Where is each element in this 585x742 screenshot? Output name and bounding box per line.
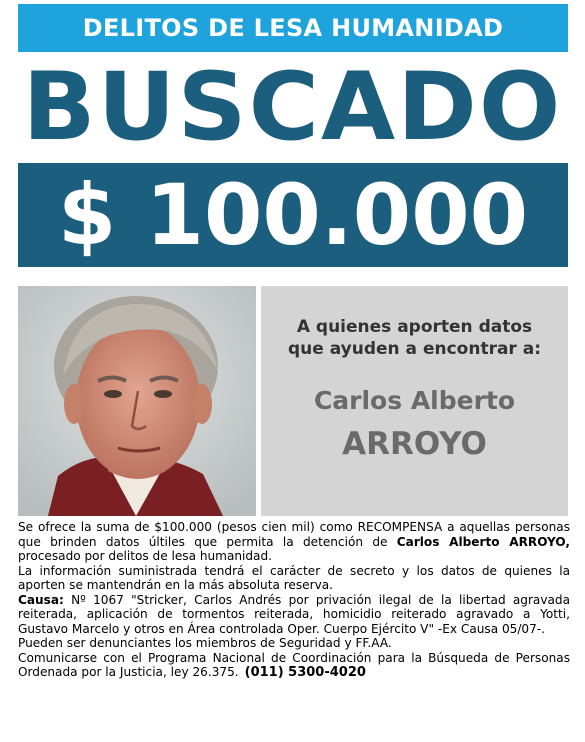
suspect-surname: ARROYO (342, 426, 487, 462)
headline-buscado: BUSCADO (22, 53, 563, 162)
info-panel (261, 286, 568, 516)
info-intro (261, 316, 568, 360)
portrait-illustration (18, 286, 256, 516)
contact-paragraph (18, 651, 570, 681)
reward-paragraph-name: Carlos Alberto ARROYO, (396, 534, 570, 549)
description-text (18, 520, 570, 681)
info-line-1: A quienes aporten datos (296, 317, 533, 337)
reward-paragraph-start: Se ofrece la suma de $100.000 (pesos cien mil) como RECOMPENSA a aquellas personas que brinden datos últiles que permita la detención de (18, 520, 570, 549)
category-banner: DELITOS DE LESA HUMANIDAD (18, 4, 568, 52)
contact-text: Comunicarse con el Programa Nacional de Coordinación para la Búsqueda de Personas Ordenada por la Justicia, ley 26.375. (18, 650, 570, 679)
reward-paragraph (18, 520, 570, 564)
reward-paragraph-end: procesado por delitos de lesa humanidad. (18, 549, 272, 563)
case-label: Causa: (18, 592, 64, 607)
case-text: Nº 1067 "Stricker, Carlos Andrés por privación ilegal de la libertad agravada reiterada, aplicación de tormentos reiterada, homicidio reiterado agravado a Yotti, Gustavo Marcelo y otros en Área controlada Oper. Cuerpo Ejército V" -Ex Causa 05/07-. (18, 592, 570, 636)
suspect-first-names: Carlos Alberto (313, 386, 516, 415)
contact-phone: (011) 5300-4020 (244, 665, 366, 680)
reward-amount: $ 100.000 (18, 163, 568, 267)
suspect-photo (18, 286, 256, 516)
whistleblower-paragraph: Pueden ser denunciantes los miembros de Seguridad y FF.AA. (18, 636, 392, 650)
info-line-2: que ayuden a encontrar a: (287, 339, 541, 359)
confidentiality-paragraph: La información suministrada tendrá el carácter de secreto y los datos de quienes la aporten se mantendrán en la más absoluta reserva. (18, 563, 570, 592)
case-paragraph (18, 593, 570, 637)
wanted-poster (14, 0, 571, 742)
